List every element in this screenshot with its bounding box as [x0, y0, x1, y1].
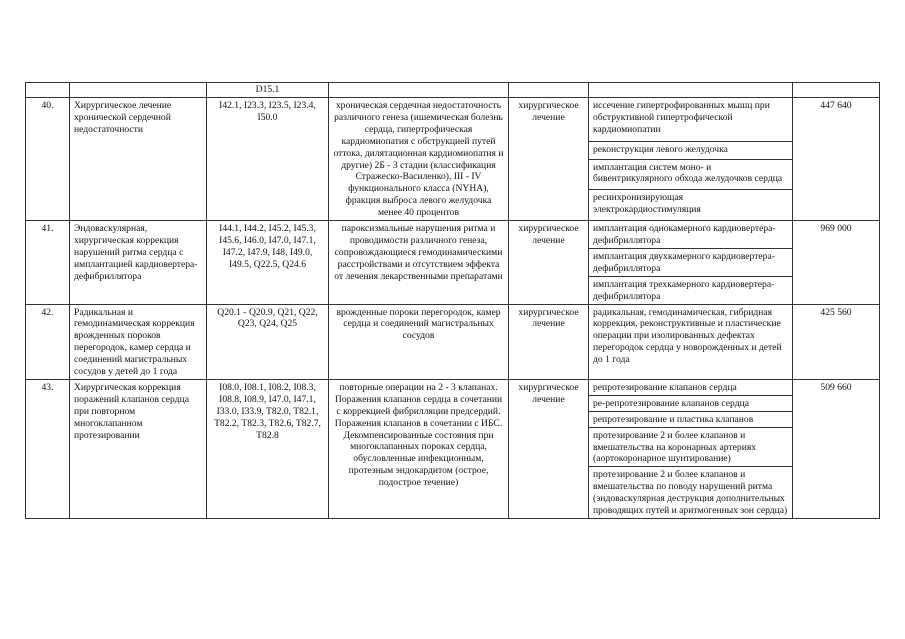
cell-type: хирургическое лечение	[509, 304, 589, 379]
cell-method: имплантация однокамерного кардиовертера-дефибриллятора	[589, 221, 793, 249]
cell-method: репротезирование клапанов сердца	[589, 379, 793, 395]
cell-method: имплантация трехкамерного кардиовертера-дефибриллятора	[589, 276, 793, 304]
cell-codes: I42.1, I23.3, I23.5, I23.4, I50.0	[207, 98, 329, 221]
cell-cost	[793, 83, 880, 98]
cell-method: протезирование 2 и более клапанов и вмешательства на коронарных артериях (аортокоронарное шунтирование)	[589, 427, 793, 467]
cell-model: хроническая сердечная недостаточность различного генеза (ишемическая болезнь сердца, гипертрофическая кардиомиопатия с обструкцией путей оттока, дилятационная кардиомиопатия и другие) 2Б - 3 стадии (классификация Стражеско-Василенко), III - IV функционального класса (NYHA), фракция выброса левого желудочка менее 40 процентов	[329, 98, 509, 221]
cell-method: имплантация систем моно- и бивентрикулярного обхода желудочков сердца	[589, 159, 793, 190]
cell-cost: 509 660	[793, 379, 880, 518]
cell-name: Хирургическая коррекция поражений клапанов сердца при повторном многоклапанном протезировании	[70, 379, 207, 518]
cell-cost: 969 000	[793, 221, 880, 304]
table-row	[26, 98, 880, 142]
table-body	[26, 83, 880, 519]
cell-method: протезирование 2 и более клапанов и вмешательства по поводу нарушений ритма (эндоваскулярная деструкция дополнительных проводящих путей и аритмогенных зон сердца)	[589, 467, 793, 519]
cell-model: повторные операции на 2 - 3 клапанах. Поражения клапанов сердца в сочетании с коррекцией фибрилляции предсердий. Поражения клапанов в сочетании с ИБС. Декомпенсированные состояния при многоклапанных пороках сердца, обусловленные инфекционным, протезным эндокардитом (острое, подострое течение)	[329, 379, 509, 518]
table-row	[26, 221, 880, 249]
cell-type: хирургическое лечение	[509, 379, 589, 518]
cell-number: 42.	[26, 304, 70, 379]
cell-cost: 425 560	[793, 304, 880, 379]
cell-codes: I44.1, I44.2, I45.2, I45.3, I45.6, I46.0, I47.0, I47.1, I47.2, I47.9, I48, I49.0, I49.5, Q22.5, Q24.6	[207, 221, 329, 304]
cell-number	[26, 83, 70, 98]
cell-name: Радикальная и гемодинамическая коррекция врожденных пороков перегородок, камер сердца и соединений магистральных сосудов у детей до 1 года	[70, 304, 207, 379]
procedures-table	[25, 82, 880, 519]
cell-method: репротезирование и пластика клапанов	[589, 411, 793, 427]
cell-codes: Q20.1 - Q20.9, Q21, Q22, Q23, Q24, Q25	[207, 304, 329, 379]
cell-method: имплантация двухкамерного кардиовертера-дефибриллятора	[589, 248, 793, 276]
cell-method: радикальная, гемодинамическая, гибридная коррекция, реконструктивные и пластические операции при изолированных дефектах перегородок сердца у новорожденных и детей до 1 года	[589, 304, 793, 379]
cell-codes: D15.1	[207, 83, 329, 98]
cell-number: 40.	[26, 98, 70, 221]
cell-type: хирургическое лечение	[509, 98, 589, 221]
cell-model	[329, 83, 509, 98]
cell-method: ре-репротезирование клапанов сердца	[589, 395, 793, 411]
table-row-continuation	[26, 83, 880, 98]
cell-type	[509, 83, 589, 98]
cell-method: ресинхронизирующая электрокардиостимуляция	[589, 190, 793, 221]
cell-name: Хирургическое лечение хронической сердечной недостаточности	[70, 98, 207, 221]
cell-type: хирургическое лечение	[509, 221, 589, 304]
table-row	[26, 304, 880, 379]
cell-cost: 447 640	[793, 98, 880, 221]
cell-method	[589, 83, 793, 98]
cell-codes: I08.0, I08.1, I08.2, I08.3, I08.8, I08.9, I47.0, I47.1, I33.0, I33.9, T82.0, T82.1, T82.2, T82.3, T82.6, T82.7, T82.8	[207, 379, 329, 518]
cell-name	[70, 83, 207, 98]
cell-method: реконструкция левого желудочка	[589, 141, 793, 159]
cell-number: 43.	[26, 379, 70, 518]
table-row	[26, 379, 880, 395]
cell-model: пароксизмальные нарушения ритма и проводимости различного генеза, сопровождающиеся гемодинамическими расстройствами и отсутствием эффекта от лечения лекарственными препаратами	[329, 221, 509, 304]
cell-number: 41.	[26, 221, 70, 304]
cell-model: врожденные пороки перегородок, камер сердца и соединений магистральных сосудов	[329, 304, 509, 379]
cell-method: иссечение гипертрофированных мышц при обструктивной гипертрофической кардиомиопатии	[589, 98, 793, 142]
cell-name: Эндоваскулярная, хирургическая коррекция нарушений ритма сердца с имплантацией кардиовертера-дефибриллятора	[70, 221, 207, 304]
